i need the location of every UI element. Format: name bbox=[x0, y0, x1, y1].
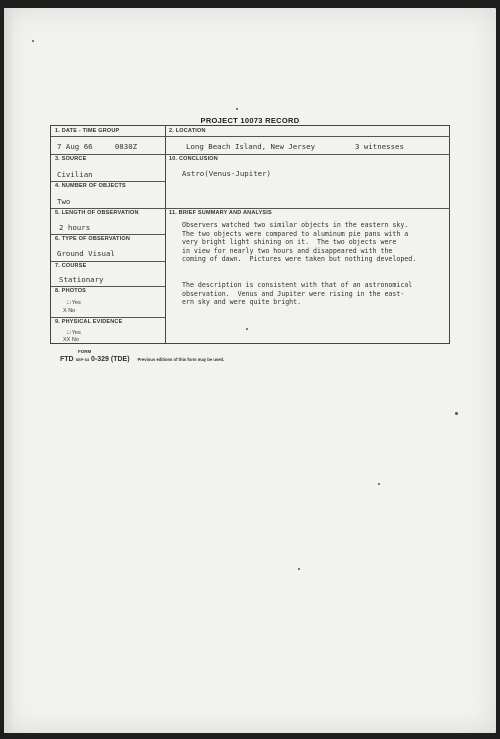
row-divider bbox=[51, 208, 450, 209]
physical-evidence-label: 9. PHYSICAL EVIDENCE bbox=[55, 319, 123, 325]
scan-speck bbox=[32, 40, 34, 42]
photos-no-checkbox: X No bbox=[63, 308, 76, 314]
row-divider bbox=[51, 261, 165, 262]
location-label: 2. LOCATION bbox=[169, 128, 206, 134]
summary-paragraph-2: The description is consistent with that of an astronomical observation. Venus and Jupiter were rising in the east- ern sky and were quite bright. bbox=[182, 281, 413, 307]
location-value: Long Beach Island, New Jersey bbox=[186, 142, 316, 151]
date-time-label: 1. DATE - TIME GROUP bbox=[55, 128, 120, 134]
form-footer bbox=[60, 349, 225, 363]
number-of-objects-value: Two bbox=[57, 197, 71, 206]
conclusion-value: Astro(Venus-Jupiter) bbox=[182, 169, 271, 178]
form-date: SEP 63 bbox=[75, 357, 90, 362]
course-value: Stationary bbox=[59, 275, 104, 284]
record-form bbox=[50, 125, 450, 344]
row-divider bbox=[51, 286, 165, 287]
summary-paragraph-1: Observers watched two similar objects in the eastern sky. The two objects were compared to aluminum pie pans with a very bright light shining on it. The two objects were in view for nearly two hours and disappeared with the coming of dawn. Pictures were taken but nothing developed. bbox=[182, 221, 417, 264]
form-note: Previous editions of this form may be used. bbox=[137, 357, 225, 362]
scan-speck bbox=[378, 483, 380, 485]
row-divider bbox=[51, 136, 450, 137]
document-title: PROJECT 10073 RECORD bbox=[200, 116, 300, 125]
row-divider bbox=[51, 234, 165, 235]
scan-speck bbox=[298, 568, 300, 570]
form-label: FORM bbox=[78, 349, 92, 354]
form-id: FTD bbox=[60, 356, 74, 363]
form-number: 0-329 (TDE) bbox=[91, 356, 130, 363]
scan-speck bbox=[246, 328, 248, 330]
conclusion-label: 10. CONCLUSION bbox=[169, 156, 218, 162]
row-divider bbox=[51, 317, 165, 318]
source-value: Civilian bbox=[57, 170, 93, 179]
row-divider bbox=[51, 154, 450, 155]
date-time-value: 7 Aug 66 0830Z bbox=[57, 142, 138, 151]
type-of-observation-value: Ground Visual bbox=[57, 249, 115, 258]
physical-evidence-yes-checkbox: □ Yes bbox=[67, 330, 81, 336]
photos-label: 8. PHOTOS bbox=[55, 288, 87, 294]
course-label: 7. COURSE bbox=[55, 263, 87, 269]
summary-label: 11. BRIEF SUMMARY AND ANALYSIS bbox=[169, 210, 272, 216]
physical-evidence-no-checkbox: XX No bbox=[63, 337, 79, 343]
photos-yes-checkbox: □ Yes bbox=[67, 300, 81, 306]
witness-count: 3 witnesses bbox=[355, 142, 404, 151]
scan-speck bbox=[455, 412, 458, 415]
number-of-objects-label: 4. NUMBER OF OBJECTS bbox=[55, 183, 126, 189]
source-label: 3. SOURCE bbox=[55, 156, 87, 162]
row-divider bbox=[51, 181, 165, 182]
type-of-observation-label: 6. TYPE OF OBSERVATION bbox=[55, 236, 130, 242]
column-divider bbox=[165, 126, 166, 343]
length-of-observation-label: 5. LENGTH OF OBSERVATION bbox=[55, 210, 139, 216]
scan-speck bbox=[236, 108, 238, 110]
length-of-observation-value: 2 hours bbox=[59, 223, 91, 232]
